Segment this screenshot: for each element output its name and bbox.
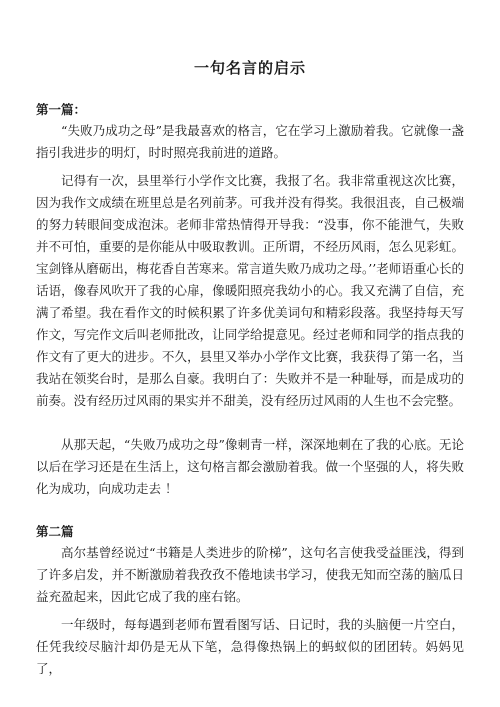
paragraph: 高尔基曾经说过“书籍是人类进步的阶梯”，这句名言使我受益匪浅，得到了许多启发，并不断激励着我孜孜不倦地读书学习，使我无知而空荡的脑瓜日益充盈起来，因此它成了我的座右铭。	[36, 545, 464, 604]
paragraph: 一年级时，每每遇到老师布置看图写话、日记时，我的头脑便一片空白，任凭我绞尽脑汁却仍是无从下笔，急得像热锅上的蚂蚁似的团团转。妈妈见了，	[36, 617, 464, 676]
page-title: 一句名言的启示	[193, 59, 306, 77]
spacer	[36, 500, 464, 522]
section-heading-1: 第一篇：	[36, 102, 87, 117]
paragraph: 从那天起，“失败乃成功之母”像刺青一样，深深地刺在了我的心底。无论以后在学习还是在生活上，这句格言都会激励着我。做一个坚强的人，将失败化为成功，向成功走去 ！	[36, 437, 464, 496]
paragraph: “失败乃成功之母”是我最喜欢的格言，它在学习上激励着我。它就像一盏指引我进步的明灯，时时照亮我前进的道路。	[36, 123, 464, 160]
paragraph: 记得有一次，县里举行小学作文比赛，我报了名。我非常重视这次比赛，因为我作文成绩在班里总是名列前茅。可我并没有得奖。我很沮丧，自己极端的努力转眼间变成泡沫。老师非常热情得开导我：“没事，你不能泄气，失败并不可怕，重要的是你能从中吸取教训。正所谓，不经历风雨，怎么见彩虹。宝剑锋从磨砺出，梅花香自苦寒来。常言道失败乃成功之母。’’老师语重心长的话语，像春风吹开了我的心扉，像暖阳照亮我幼小的心。我又充满了自信，充满了希望。我在看作文的时候积累了许多优美词句和精彩段落。我坚持每天写作文，写完作文后叫老师批改，让同学给提意见。经过老师和同学的指点我的作文有了更大的进步。不久，县里又举办小学作文比赛，我获得了第一名，当我站在领奖台时，是那么自豪。我明白了：失败并不是一种耻辱，而是成功的前奏。没有经历过风雨的果实并不甜美，没有经历过风雨的人生也不会完整。	[36, 173, 464, 408]
spacer	[36, 412, 464, 434]
section-heading-2: 第二篇	[36, 524, 74, 539]
